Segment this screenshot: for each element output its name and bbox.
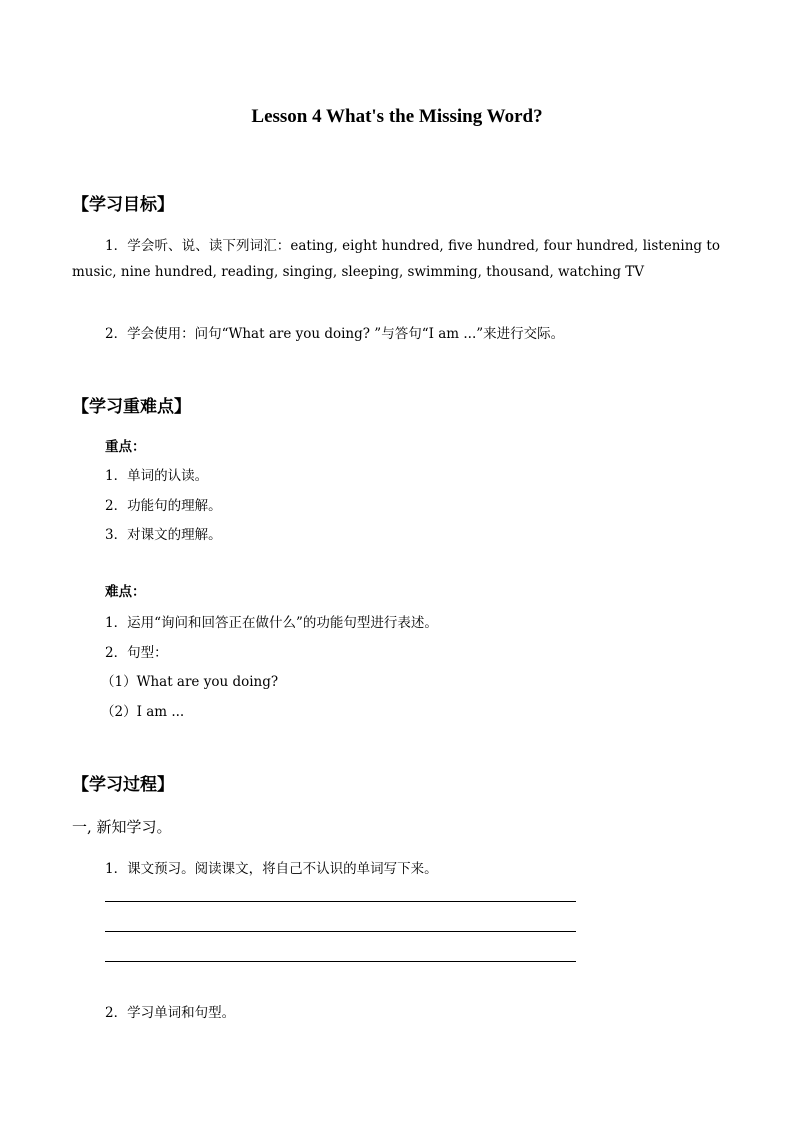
key-point-item: 3．对课文的理解。 <box>105 527 222 543</box>
key-point-item: 2．功能句的理解。 <box>105 498 222 514</box>
sentence-pattern: （1）What are you doing? <box>101 674 279 690</box>
part-one-title: 一, 新知学习。 <box>72 818 172 836</box>
difficulties-heading: 【学习重难点】 <box>72 397 191 417</box>
step-1: 1．课文预习。阅读课文，将自己不认识的单词写下来。 <box>105 861 438 877</box>
goals-heading: 【学习目标】 <box>72 195 174 215</box>
hard-point-item: 2．句型： <box>105 645 168 661</box>
goals-item-1-line-1: 1．学会听、说、读下列词汇：eating, eight hundred, five hundred, four hundred, listening to <box>105 238 720 254</box>
key-point-item: 1．单词的认读。 <box>105 468 209 484</box>
page-title: Lesson 4 What's the Missing Word? <box>251 106 543 127</box>
key-points-label: 重点： <box>105 439 146 455</box>
answer-line <box>105 931 576 932</box>
step-2: 2．学习单词和句型。 <box>105 1005 236 1021</box>
goals-item-1-line-2: music, nine hundred, reading, singing, sleeping, swimming, thousand, watching TV <box>72 264 645 280</box>
answer-line <box>105 961 576 962</box>
hard-points-label: 难点： <box>105 584 146 600</box>
process-heading: 【学习过程】 <box>72 775 174 795</box>
answer-line <box>105 901 576 902</box>
goals-item-2: 2．学会使用：问句“What are you doing? ”与答句“I am ...”来进行交际。 <box>105 326 565 342</box>
sentence-pattern: （2）I am ... <box>101 704 185 720</box>
hard-point-item: 1．运用“询问和回答正在做什么”的功能句型进行表述。 <box>105 615 438 631</box>
